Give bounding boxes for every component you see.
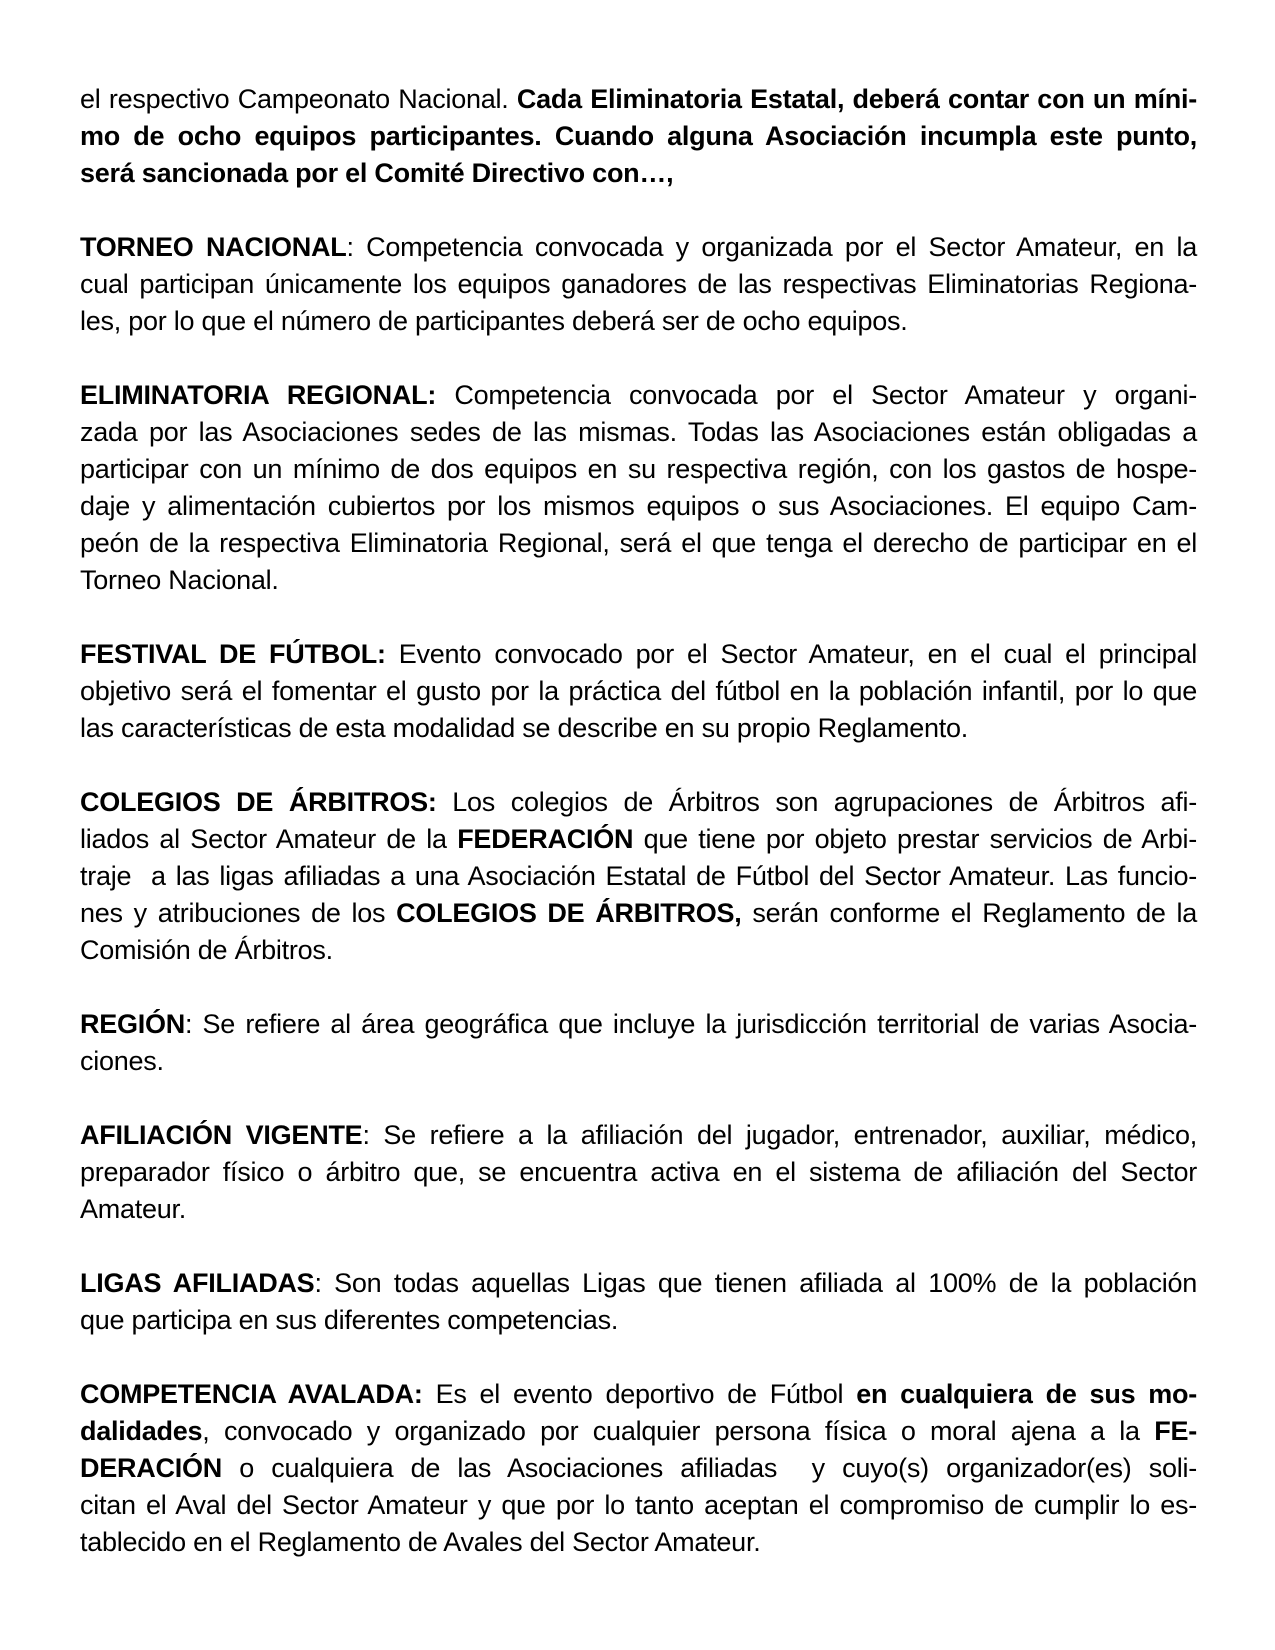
bold-text-run: COMPETENCIA AVALADA: xyxy=(80,1379,423,1409)
text-run: ciones. xyxy=(80,1046,164,1076)
text-line xyxy=(80,1524,1197,1561)
bold-text-run: REGIÓN xyxy=(80,1009,186,1039)
text-run: zada por las Asociaciones sedes de las mismas. Todas las Asociaciones están obligadas a xyxy=(80,417,1197,447)
text-line xyxy=(80,821,1197,858)
text-line xyxy=(80,562,1197,599)
text-line xyxy=(80,1450,1197,1487)
text-line xyxy=(80,266,1197,303)
text-line xyxy=(80,1265,1197,1302)
bold-text-run: FE- xyxy=(1154,1416,1197,1446)
text-line xyxy=(80,673,1197,710)
text-run: Amateur. xyxy=(80,1194,187,1224)
text-run: que tiene por objeto prestar servicios de Arbi- xyxy=(633,824,1197,854)
bold-text-run: TORNEO NACIONAL xyxy=(80,232,347,262)
bold-text-run: FESTIVAL DE FÚTBOL: xyxy=(80,639,386,669)
text-run: el respectivo Campeonato Nacional. xyxy=(80,84,517,114)
text-run: daje y alimentación cubiertos por los mismos equipos o sus Asociaciones. El equipo Cam- xyxy=(80,491,1197,521)
paragraph-eliminatoria-regional-definition xyxy=(80,377,1197,599)
text-line xyxy=(80,1413,1197,1450)
bold-text-run: COLEGIOS DE ÁRBITROS: xyxy=(80,787,437,817)
text-run: : Se refiere al área geográfica que incluye la jurisdicción territorial de varias Asocia- xyxy=(185,1009,1197,1039)
text-run: traje a las ligas afiliadas a una Asociación Estatal de Fútbol del Sector Amateur. Las funcio- xyxy=(80,861,1197,891)
text-run: tablecido en el Reglamento de Avales del Sector Amateur. xyxy=(80,1527,761,1557)
text-run: Es el evento deportivo de Fútbol xyxy=(422,1379,857,1409)
text-run: serán conforme el Reglamento de la xyxy=(741,898,1197,928)
paragraph-festival-de-futbol-definition xyxy=(80,636,1197,747)
bold-text-run: Cada Eliminatoria Estatal, deberá contar con un míni- xyxy=(516,84,1197,114)
bold-text-run: será sancionada por el Comité Directivo con…, xyxy=(80,158,674,188)
bold-text-run: COLEGIOS DE ÁRBITROS, xyxy=(396,898,742,928)
text-line xyxy=(80,932,1197,969)
bold-text-run: mo de ocho equipos participantes. Cuando alguna Asociación incumpla este punto, xyxy=(80,121,1197,151)
text-run: peón de la respectiva Eliminatoria Regional, será el que tenga el derecho de participar en el xyxy=(80,528,1197,558)
text-line xyxy=(80,895,1197,932)
text-line xyxy=(80,414,1197,451)
text-run: que participa en sus diferentes competencias. xyxy=(80,1305,619,1335)
text-line xyxy=(80,118,1197,155)
text-run: cual participan únicamente los equipos ganadores de las respectivas Eliminatorias Regiona- xyxy=(80,269,1197,299)
paragraph-eliminatoria-estatal-clause xyxy=(80,81,1197,192)
text-line xyxy=(80,1154,1197,1191)
text-line xyxy=(80,1117,1197,1154)
text-run: les, por lo que el número de participantes deberá ser de ocho equipos. xyxy=(80,306,908,336)
text-run: participar con un mínimo de dos equipos en su respectiva región, con los gastos de hospe- xyxy=(80,454,1197,484)
text-line xyxy=(80,858,1197,895)
text-line xyxy=(80,81,1197,118)
text-run: citan el Aval del Sector Amateur y que por lo tanto aceptan el compromiso de cumplir lo es- xyxy=(80,1490,1197,1520)
bold-text-run: ELIMINATORIA REGIONAL: xyxy=(80,380,437,410)
text-line xyxy=(80,525,1197,562)
paragraph-competencia-avalada-definition xyxy=(80,1376,1197,1561)
paragraph-ligas-afiliadas-definition xyxy=(80,1265,1197,1339)
text-line xyxy=(80,1376,1197,1413)
text-line xyxy=(80,1487,1197,1524)
text-run: objetivo será el fomentar el gusto por la práctica del fútbol en la población infantil, por lo que xyxy=(80,676,1197,706)
text-run: las características de esta modalidad se describe en su propio Reglamento. xyxy=(80,713,968,743)
text-line xyxy=(80,451,1197,488)
text-run: Comisión de Árbitros. xyxy=(80,935,333,965)
text-run: preparador físico o árbitro que, se encuentra activa en el sistema de afiliación del Sector xyxy=(80,1157,1197,1187)
text-run: liados al Sector Amateur de la xyxy=(80,824,458,854)
text-run: : Son todas aquellas Ligas que tienen afiliada al 100% de la población xyxy=(314,1268,1197,1298)
text-line xyxy=(80,155,1197,192)
text-run: Competencia convocada por el Sector Amateur y organi- xyxy=(436,380,1197,410)
bold-text-run: FEDERACIÓN xyxy=(457,824,634,854)
paragraph-colegios-de-arbitros-definition xyxy=(80,784,1197,969)
text-line xyxy=(80,710,1197,747)
text-run: : Competencia convocada y organizada por el Sector Amateur, en la xyxy=(346,232,1197,262)
text-run: Los colegios de Árbitros son agrupaciones de Árbitros afi- xyxy=(436,787,1197,817)
bold-text-run: dalidades xyxy=(80,1416,203,1446)
bold-text-run: LIGAS AFILIADAS xyxy=(80,1268,315,1298)
text-line xyxy=(80,377,1197,414)
text-line xyxy=(80,1191,1197,1228)
text-run: nes y atribuciones de los xyxy=(80,898,397,928)
text-line xyxy=(80,1043,1197,1080)
text-line xyxy=(80,636,1197,673)
bold-text-run: AFILIACIÓN VIGENTE xyxy=(80,1120,363,1150)
text-run: Evento convocado por el Sector Amateur, en el cual el principal xyxy=(385,639,1197,669)
text-line xyxy=(80,303,1197,340)
text-run: o cualquiera de las Asociaciones afiliadas y cuyo(s) organizador(es) soli- xyxy=(222,1453,1197,1483)
paragraph-torneo-nacional-definition xyxy=(80,229,1197,340)
bold-text-run: en cualquiera de sus mo- xyxy=(856,1379,1198,1409)
paragraph-afiliacion-vigente-definition xyxy=(80,1117,1197,1228)
bold-text-run: DERACIÓN xyxy=(80,1453,223,1483)
text-line xyxy=(80,229,1197,266)
text-line xyxy=(80,784,1197,821)
text-run: : Se refiere a la afiliación del jugador, entrenador, auxiliar, médico, xyxy=(362,1120,1197,1150)
text-line xyxy=(80,1302,1197,1339)
paragraph-region-definition xyxy=(80,1006,1197,1080)
text-run: , convocado y organizado por cualquier persona física o moral ajena a la xyxy=(202,1416,1155,1446)
text-run: Torneo Nacional. xyxy=(80,565,279,595)
text-line xyxy=(80,1006,1197,1043)
text-line xyxy=(80,488,1197,525)
definitions-text xyxy=(80,81,1197,1561)
